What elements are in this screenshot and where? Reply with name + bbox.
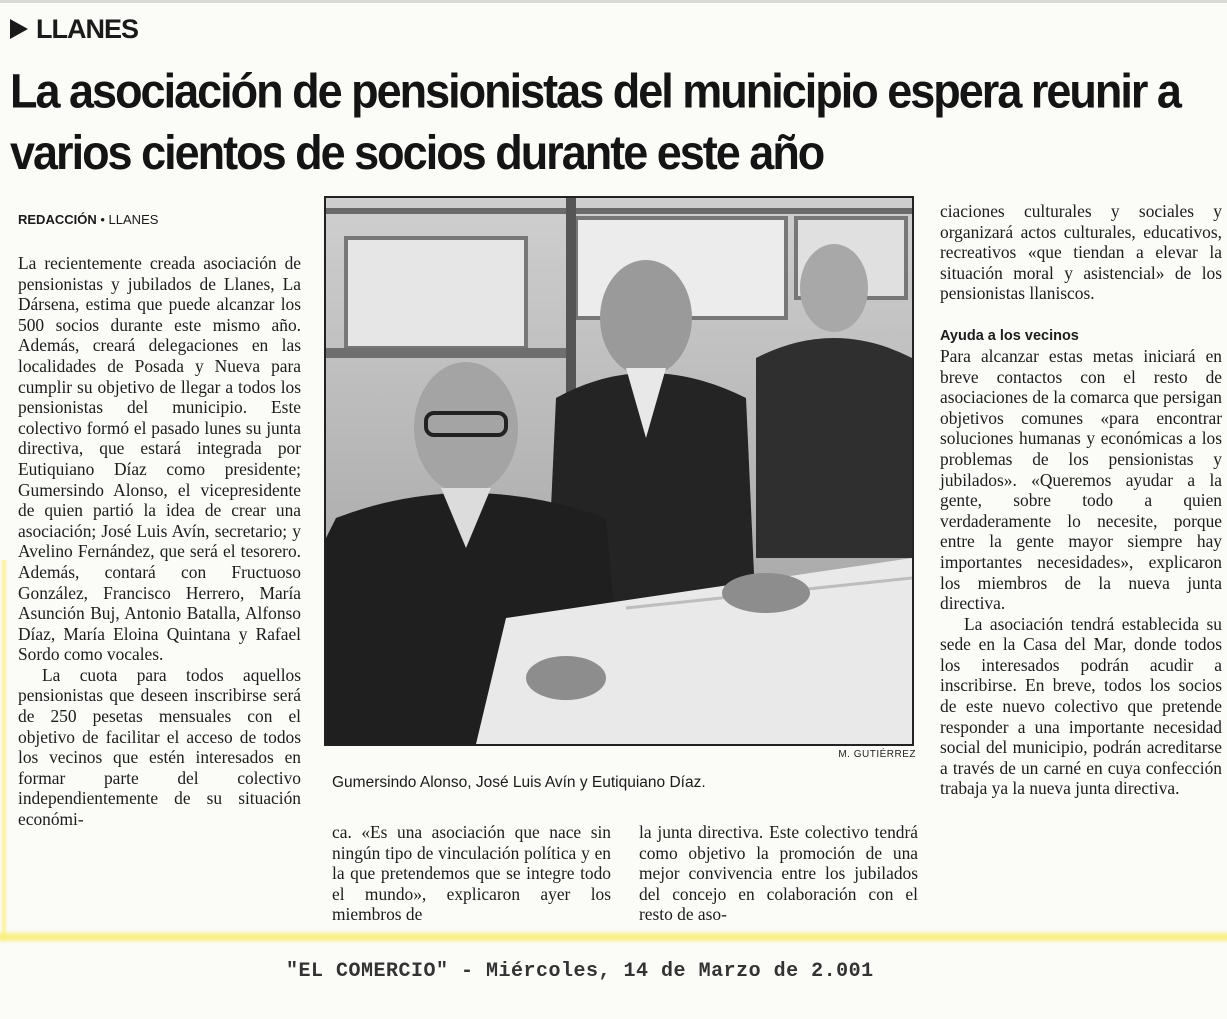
headline: La asociación de pensionistas del municipio espera reunir a varios cientos de socios durante este año <box>10 63 1180 180</box>
paragraph-5: ciaciones culturales y sociales y organizará actos culturales, educativos, recreativos «que tiendan a elevar la situación moral y asistencial» de los pensionistas llaniscos. <box>940 201 1222 304</box>
article-column-4 <box>940 201 1222 799</box>
highlighter-mark-left <box>0 560 8 940</box>
article-column-3 <box>639 822 918 925</box>
section-name: LLANES <box>36 13 138 44</box>
photo-caption: Gumersindo Alonso, José Luis Avín y Eutiquiano Díaz. <box>332 774 706 791</box>
triangle-bullet-icon <box>10 19 28 39</box>
paragraph-4: la junta directiva. Este colectivo tendrá como objetivo la promoción de una mejor convivencia entre los jubilados del concejo en colaboración con el resto de aso- <box>639 822 918 925</box>
byline <box>18 212 158 227</box>
photo-illustration <box>326 198 912 744</box>
source-footer: "EL COMERCIO" - Miércoles, 14 de Marzo de 2.001 <box>286 960 874 983</box>
highlighter-mark <box>0 930 1227 944</box>
subheading: Ayuda a los vecinos <box>940 327 1079 344</box>
photo-credit: M. GUTIÉRREZ <box>838 749 916 760</box>
paragraph-3: ca. «Es una asociación que nace sin ningún tipo de vinculación política y en la que pretendemos que se integre todo el mundo», explicaron ayer los miembros de <box>332 822 611 925</box>
paragraph-6: Para alcanzar estas metas iniciará en breve contactos con el resto de asociaciones de la comarca que persigan objetivos comunes «para encontrar soluciones humanas y económicas a los problemas de los pensionistas y jubilados». «Queremos ayudar a la gente, sobre todo a quien verdaderamente lo necesite, porque entre la gente mayor siempre hay importantes necesidades», explicaron los miembros de la nueva junta directiva. <box>940 345 1222 614</box>
paragraph-7: La asociación tendrá establecida su sede en la Casa del Mar, donde todos los interesados podrán acudir a inscribirse. En breve, todos los socios de este nuevo colectivo que pretende responder a una importante necesidad social del municipio, podrán acreditarse a través de un carné en cuya confección trabaja ya la nueva junta directiva. <box>940 613 1222 799</box>
top-rule <box>0 0 1227 3</box>
byline-author: REDACCIÓN <box>18 212 97 227</box>
article-column-2 <box>332 822 611 925</box>
paragraph-2: La cuota para todos aquellos pensionistas que deseen inscribirse será de 250 pesetas mensuales con el objetivo de facilitar el acceso de todos los vecinos que estén interesados en formar parte del colectivo independientemente de su situación económi- <box>18 664 301 830</box>
paragraph-1: La recientemente creada asociación de pensionistas y jubilados de Llanes, La Dársena, estima que puede alcanzar los 500 socios durante este mismo año. Además, creará delegaciones en las localidades de Posada y Nueva para cumplir su objetivo de llegar a todos los pensionistas del municipio. Este colectivo formó el pasado lunes su junta directiva, que estará integrada por Eutiquiano Díaz como presidente; Gumersindo Alonso, el vicepresidente de quien partió la idea de crear una asociación; José Luis Avín, secretario; y Avelino Fernández, que será el tesorero. Además, contará con Fructuoso González, Francisco Herrero, María Asunción Buj, Antonio Batalla, Alfonso Díaz, María Eloina Quintana y Rafael Sordo como vocales. <box>18 253 301 665</box>
byline-separator: • <box>100 212 105 227</box>
article-photo <box>324 196 914 746</box>
byline-place: LLANES <box>108 212 159 227</box>
section-label <box>10 12 138 46</box>
article-column-1 <box>18 253 301 830</box>
